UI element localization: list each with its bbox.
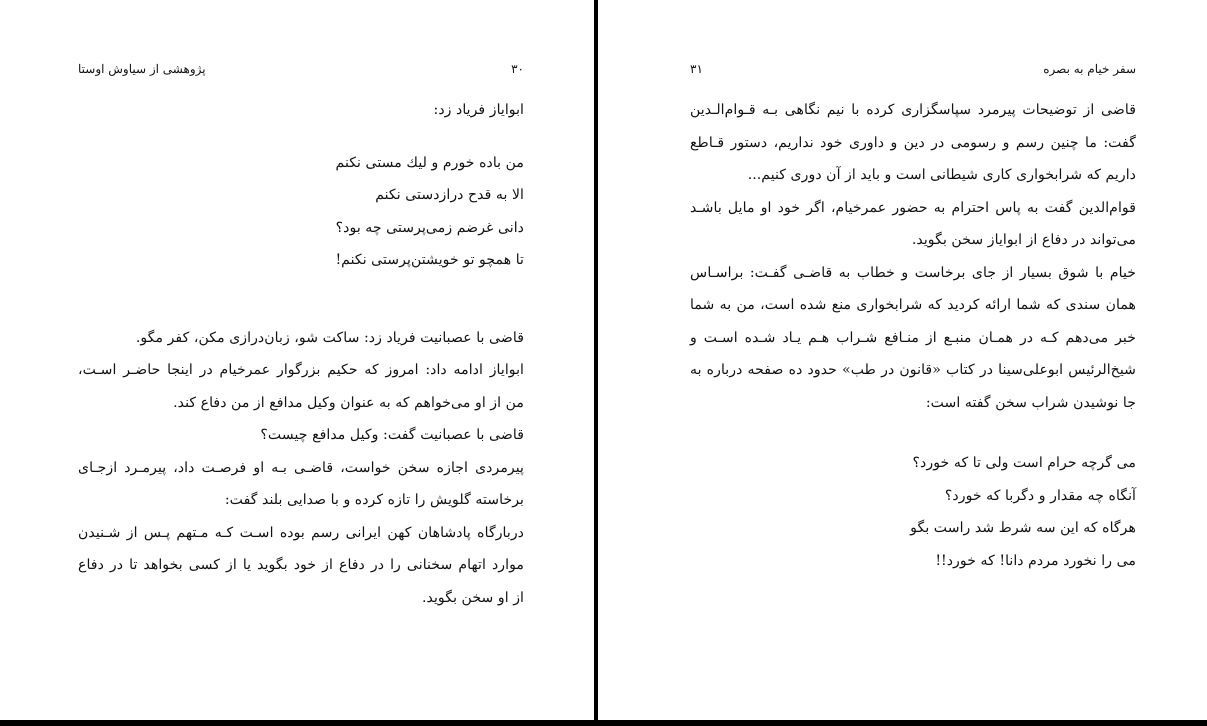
prose-line: داریم که شرابخواری کاری شیطانی است و باید از آن دوری کنیم... [747,167,1136,183]
prose-line: شیخ‌الرئیس ابوعلی‌سینا در کتاب «قانون در طب» حدود ده صفحه درباره به [690,362,1136,378]
prose-line: قاضی با عصبانیت گفت: وکیل مدافع چیست؟ [260,427,524,443]
prose-line: از او سخن بگوید. [422,589,524,606]
prose-line: ابوایاز ادامه داد: امروز که حکیم بزرگوار عمرخیام در اینجا حاضـر اسـت، [78,362,524,378]
page-gutter-divider [594,0,598,726]
prose-line: قاضی از توضیحات پیرمرد سپاسگزاری کرده با نیم نگاهی بـه قـوام‌الـدین [690,102,1136,118]
right-page [690,0,1136,720]
left-page-body [78,94,524,614]
prose-line: من از او می‌خواهم که به عنوان وکیل مدافع از من دفاع کند. [173,394,524,411]
intro-line: ابوایاز فریاد زد: [433,102,524,118]
prose-line: پیرمردی اجازه سخن خواست، قاضـی بـه او فرصـت داد، پیرمـرد ازجـای [78,459,524,476]
left-page [78,0,524,720]
verse-line: هرگاه که این سه شرط شد راست بگو [910,520,1136,536]
verse-line: من باده خورم و لیك مستی نکنم [335,154,524,171]
verse-line: الا به قدح درازدستی نکنم [375,187,524,203]
verse-line: دانی غرضم زمی‌پرستی چه بود؟ [335,219,524,236]
prose-line: دربارگاه پادشاهان کهن ایرانی رسم بوده اسـت کـه مـتهم پـس از شـنیدن [78,524,524,541]
prose-line: جا نوشیدن شراب سخن گفته است: [925,394,1136,411]
left-page-header [78,62,524,80]
verse-block [78,147,524,277]
prose-line: همان سندی که شما ارائه کردید که شرابخواری منع شده است، من به شما [690,297,1136,313]
prose-line: خیام با شوق بسیار از جای برخاست و خطاب به قاضـی گفـت: براسـاس [690,264,1136,281]
prose-line: خبر می‌دهم کـه در همـان منبـع از منـافع شـراب هـم یـاد شـده اسـت و [690,329,1136,346]
verse-line: تا همچو تو خویشتن‌پرستی نکنم! [335,252,524,268]
prose-block [78,322,524,615]
verse-block [690,447,1136,577]
verse-line: آنگاه چه مقدار و دگربا که خورد؟ [944,487,1136,504]
running-title: سفر خیام به بصره [1043,62,1136,76]
right-page-header [690,62,1136,80]
running-title: پژوهشی از سیاوش اوستا [78,62,206,76]
bottom-border [0,720,1207,726]
verse-line: می را نخورد مردم دانا! که خورد!! [935,552,1136,569]
right-page-body [690,94,1136,577]
page-number: ۳۱ [690,62,703,76]
prose-block [690,94,1136,419]
prose-line: قوام‌الدین گفت به پاس احترام به حضور عمرخیام، اگر خود او مایل باشـد [690,199,1136,216]
prose-line: موارد اتهام سخنانی را در دفاع از خود بگوید یا از کسی بخواهد تا در دفاع [78,557,524,573]
prose-line: برخاسته گلویش را تازه کرده و با صدایی بلند گفت: [224,492,524,508]
verse-line: می گرچه حرام است ولی تا که خورد؟ [912,455,1136,471]
prose-line: گفت: ما چنین رسم و رسومی در دین و داوری خود نداریم، دستور قـاطع [690,134,1136,151]
page-number: ۳۰ [511,62,524,76]
prose-line: قاضی با عصبانیت فریاد زد: ساکت شو، زبان‌درازی مکن، کفر مگو. [135,329,524,346]
prose-line: می‌تواند در دفاع از ابوایاز سخن بگوید. [911,232,1136,248]
